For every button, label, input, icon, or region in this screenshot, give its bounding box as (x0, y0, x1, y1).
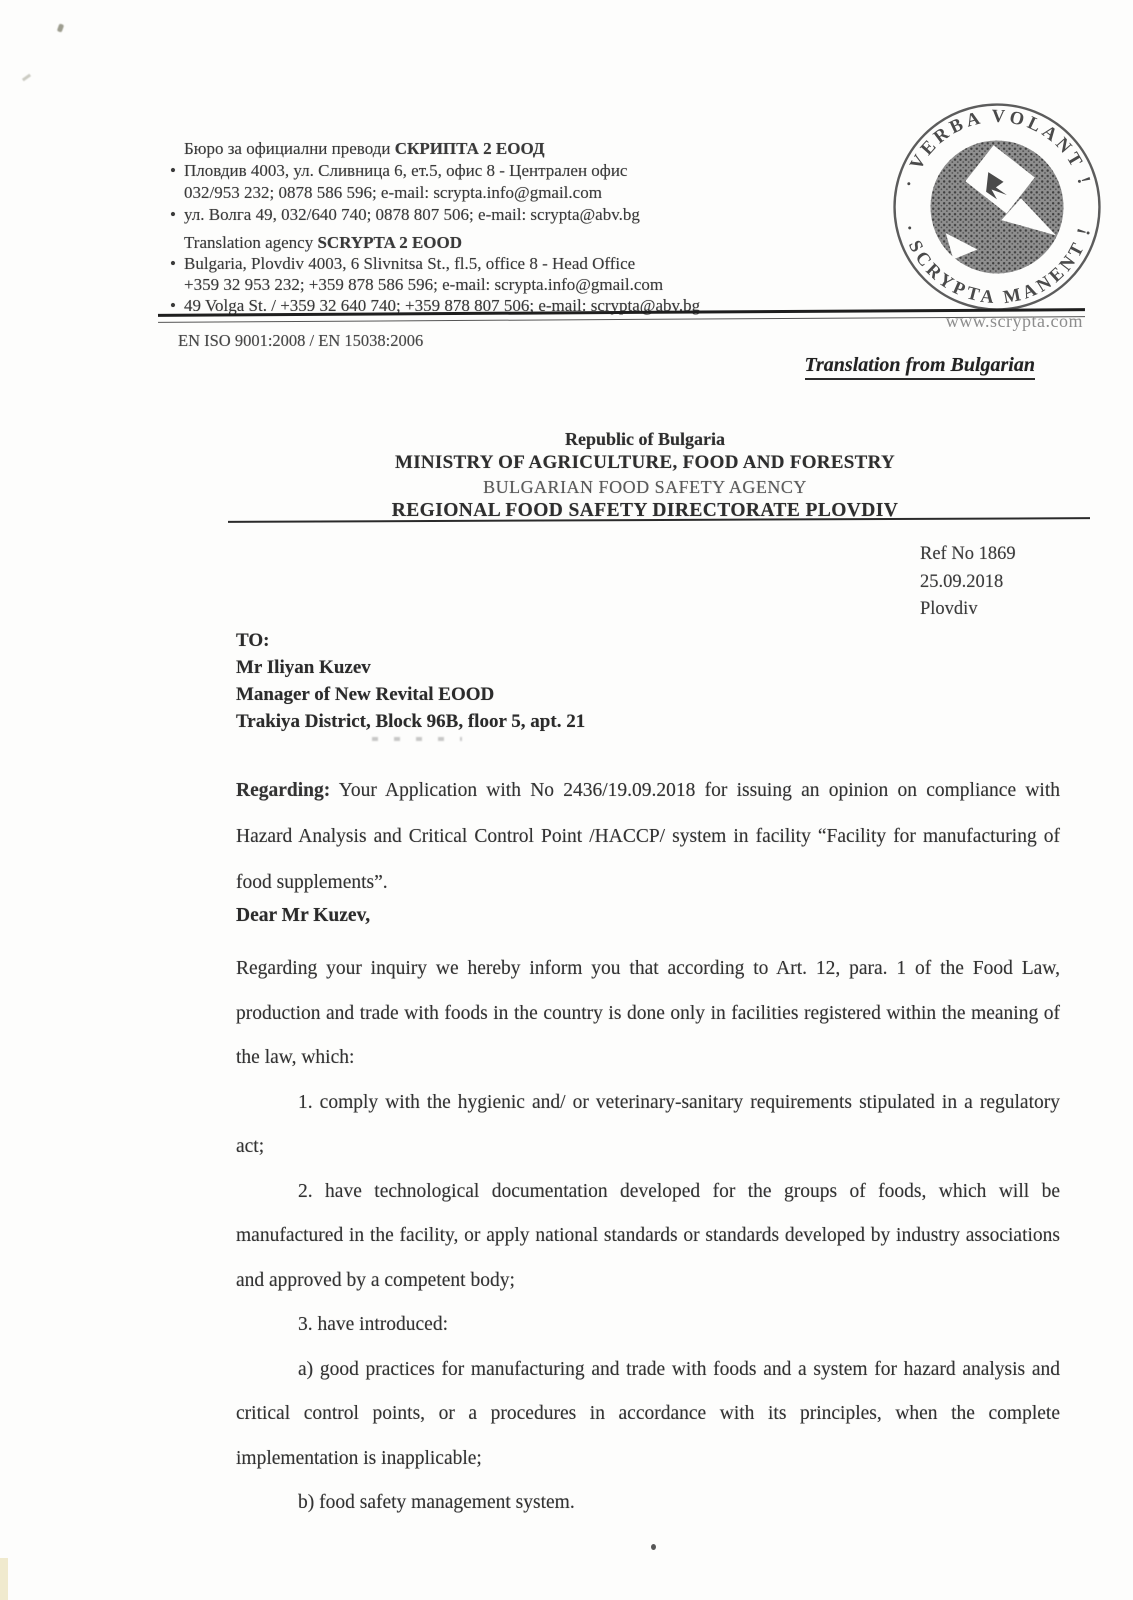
scan-artifact (372, 737, 462, 741)
phone-text: +359 32 953 232; +359 878 586 596; e-mail: scrypta.info@gmail.com (184, 275, 664, 294)
agency-name-en-prefix: Translation agency (184, 233, 318, 252)
addressee-block (236, 627, 585, 735)
agency-name-en-bold: SCRYPTA 2 EOOD (317, 233, 463, 252)
address-line-bg (170, 160, 640, 182)
addressee-address: Trakiya District, Block 96B, floor 5, apt. 21 (236, 711, 586, 732)
salutation: Dear Mr Kuzev, (236, 905, 371, 926)
letterhead-english (170, 232, 701, 316)
agency-title: BULGARIAN FOOD SAFETY AGENCY (483, 477, 807, 497)
stamp-motto-top: · VERBA VOLANT ! (898, 105, 1096, 190)
government-header (245, 427, 1045, 523)
addressee-title: Manager of New Revital EOOD (236, 684, 495, 705)
phone-line-en (184, 274, 700, 295)
iso-standards: EN ISO 9001:2008 / EN 15038:2006 (178, 331, 424, 350)
country-title: Republic of Bulgaria (564, 429, 725, 449)
letter-body (236, 947, 1060, 1526)
scan-artifact (651, 1544, 656, 1550)
addressee-name: Mr Iliyan Kuzev (236, 657, 371, 678)
body-item-3: 3. have introduced: (298, 1314, 448, 1335)
regarding-text: Your Application with No 2436/19.09.2018 for issuing an opinion on compliance with Hazard Analysis and Critical Control Point /HACCP/ system in facility “Facility for manufacturing of food supplements”. (236, 780, 1060, 893)
body-paragraph-1: Regarding your inquiry we hereby inform you that according to Art. 12, para. 1 of the Food Law, production and trade with foods in the country is done only in facilities registered within the meaning of the law, which: (236, 958, 1060, 1068)
ref-number: Ref No 1869 (920, 544, 1016, 564)
bullet-icon: • (170, 296, 176, 315)
address-text: Bulgaria, Plovdiv 4003, 6 Slivnitsa St., fl.5, office 8 - Head Office (184, 254, 636, 273)
regarding-paragraph (236, 768, 1060, 906)
bullet-icon: • (170, 161, 176, 180)
agency-name-en (184, 232, 700, 253)
website-url: www.scrypta.com (945, 311, 1083, 331)
scan-artifact (57, 23, 64, 32)
reference-block (920, 541, 1016, 624)
to-label: TO: (236, 630, 270, 651)
phone-text: 032/953 232; 0878 586 596; e-mail: scrypta.info@gmail.com (184, 183, 602, 202)
scan-artifact (22, 74, 31, 82)
address2-text: ул. Волга 49, 032/640 740; 0878 807 506; e-mail: scrypta@abv.bg (184, 205, 640, 224)
translation-note: Translation from Bulgarian (805, 354, 1035, 380)
letter-city: Plovdiv (920, 599, 978, 619)
agency-name-bg-bold: СКРИПТА 2 ЕООД (394, 139, 545, 158)
agency-name-bg (184, 138, 640, 160)
body-item-3b: b) food safety management system. (298, 1492, 575, 1513)
letterhead-bulgarian (170, 138, 640, 226)
scan-edge-artifact (0, 1558, 8, 1600)
bullet-icon: • (170, 254, 176, 273)
body-item-3a: a) good practices for manufacturing and trade with foods and a system for hazard analysis and critical control points, or a procedures in accordance with its principles, when the complete implementation is inapplicable; (236, 1358, 1060, 1469)
address2-line-bg (170, 204, 640, 226)
stamp-seal-icon (888, 98, 1106, 316)
bullet-icon: • (170, 205, 176, 224)
body-item-2: 2. have technological documentation developed for the groups of foods, which will be manufactured in the facility, or apply national standards or standards developed by industry associations and approved by a competent body; (236, 1180, 1060, 1291)
address2-text: 49 Volga St. / +359 32 640 740; +359 878 807 506; e-mail: scrypta@abv.bg (184, 296, 701, 315)
phone-line-bg (184, 182, 640, 204)
directorate-title: REGIONAL FOOD SAFETY DIRECTORATE PLOVDIV (391, 500, 899, 521)
address-line-en (170, 253, 700, 274)
stamp-motto-bottom: · SCRYPTA MANENT ! (898, 222, 1096, 309)
letter-date: 25.09.2018 (920, 571, 1004, 592)
agency-stamp-logo (888, 98, 1106, 316)
ministry-title: MINISTRY OF AGRICULTURE, FOOD AND FORESTRY (394, 452, 896, 473)
address-text: Пловдив 4003, ул. Сливница 6, ет.5, офис 8 - Централен офис (184, 161, 628, 180)
body-item-1: 1. comply with the hygienic and/ or veterinary-sanitary requirements stipulated in a regulatory act; (236, 1091, 1060, 1157)
regarding-label: Regarding: (236, 780, 331, 801)
agency-name-bg-prefix: Бюро за официални преводи (184, 139, 395, 158)
